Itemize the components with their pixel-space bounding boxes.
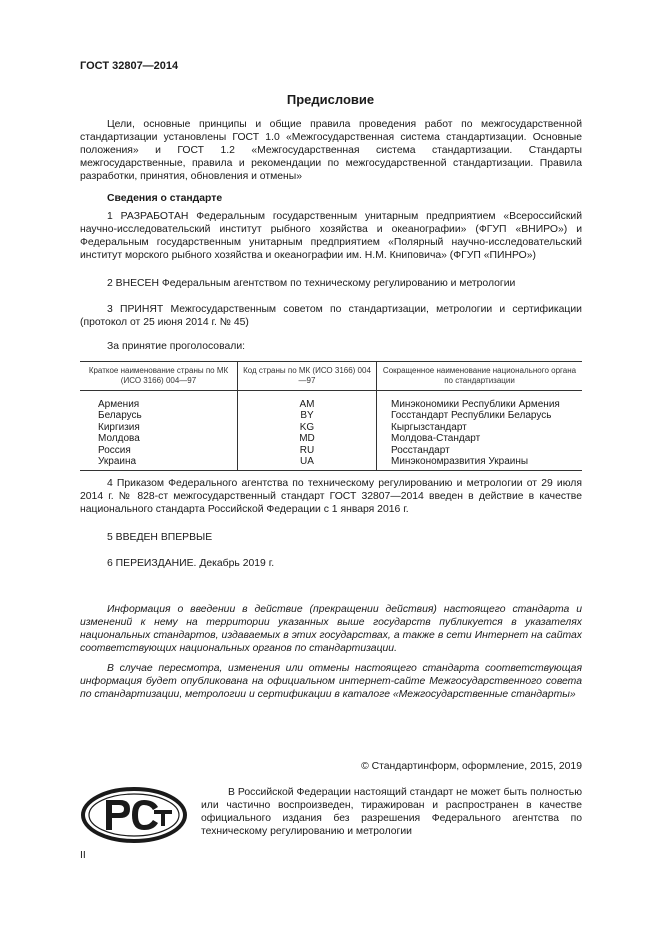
country-name: Киргизия bbox=[98, 421, 140, 433]
country-name: Россия bbox=[98, 444, 131, 456]
country-name: Украина bbox=[80, 456, 238, 471]
table-row bbox=[80, 445, 582, 456]
table-row bbox=[80, 422, 582, 433]
country-code: MD bbox=[238, 433, 377, 444]
country-code: UA bbox=[238, 456, 377, 471]
document-number: ГОСТ 32807—2014 bbox=[80, 60, 179, 72]
info-heading: Сведения о стандарте bbox=[107, 193, 223, 204]
table-header-row bbox=[80, 362, 582, 391]
item-first: 5 ВВЕДЕН ВПЕРВЫЕ bbox=[107, 532, 213, 543]
table-row bbox=[80, 433, 582, 444]
table-row bbox=[80, 456, 582, 471]
page-number: II bbox=[80, 850, 86, 861]
country-code: KG bbox=[238, 422, 377, 433]
table-row bbox=[80, 391, 582, 411]
country-name: Беларусь bbox=[98, 410, 142, 422]
item-voted: За принятие проголосовали: bbox=[107, 341, 246, 352]
page-title: Предисловие bbox=[286, 92, 375, 107]
column-header-code: Код страны по МК (ИСО 3166) 004—97 bbox=[238, 362, 377, 391]
item-reissue: 6 ПЕРЕИЗДАНИЕ. Декабрь 2019 г. bbox=[107, 558, 275, 569]
item-developed: 1 РАЗРАБОТАН Федеральным государственным унитарным предприятием «Всероссийский научно-исследовательский институт рыбного хозяйства и океанографии» (ФГУП «ВНИРО») и Федеральным государственным унитарным предприятием «Полярный научно-исследовательский институт морского рыбного хозяйства и океанографии им. Н.М. Книповича» (ФГУП «ПИНРО») bbox=[80, 211, 582, 261]
notice-paragraph-2: В случае пересмотра, изменения или отмены настоящего стандарта соответствующая информация будет опубликована на официальном интернет-сайте Межгосударственного совета по стандартизации, метрологии и сертификации в каталоге «Межгосударственные стандарты» bbox=[80, 663, 582, 700]
standards-body: Кыргызстандарт bbox=[377, 422, 583, 433]
item-order: 4 Приказом Федерального агентства по техническому регулированию и метрологии от 29 июля 2014 г. № 828-ст межгосударственный стандарт ГОСТ 32807—2014 введен в действие в качестве национального стандарта Российской Федерации с 1 января 2016 г. bbox=[80, 478, 582, 515]
standards-body: Госстандарт Республики Беларусь bbox=[377, 410, 583, 421]
standards-body: Молдова-Стандарт bbox=[377, 433, 583, 444]
column-header-body: Сокращенное наименование национального органа по стандартизации bbox=[377, 362, 583, 391]
standards-body: Росстандарт bbox=[377, 445, 583, 456]
copyright-line: © Стандартинформ, оформление, 2015, 2019 bbox=[361, 761, 582, 772]
country-code: RU bbox=[238, 445, 377, 456]
rst-mark-icon bbox=[80, 786, 188, 849]
country-name: Молдова bbox=[98, 433, 140, 445]
table-row bbox=[80, 410, 582, 421]
notice-paragraph-1: Информация о введении в действие (прекращении действия) настоящего стандарта и изменений к нему на территории указанных выше государств публикуется в указателях национальных стандартов, издаваемых в этих государствах, а также в сети Интернет на сайтах соответствующих национальных органов по стандартизации. bbox=[80, 604, 582, 654]
country-name: Армения bbox=[98, 399, 140, 410]
standards-body: Минэкономики Республики Армения bbox=[377, 391, 583, 411]
rights-notice: В Российской Федерации настоящий стандарт не может быть полностью или частично воспроизведен, тиражирован и распространен в качестве официального издания без разрешения Федерального агентства по техническому регулированию и метрологии bbox=[201, 787, 582, 837]
column-header-country: Краткое наименование страны по МК (ИСО 3166) 004—97 bbox=[80, 362, 238, 391]
intro-paragraph: Цели, основные принципы и общие правила проведения работ по межгосударственной стандартизации установлены ГОСТ 1.0 «Межгосударственная система стандартизации. Основные положения» и ГОСТ 1.2 «Межгосударственная система стандартизации. Стандарты межгосударственные, правила и рекомендации по межгосударственной стандартизации. Правила разработки, принятия, обновления и отмены» bbox=[80, 119, 582, 182]
standards-body: Минэкономразвития Украины bbox=[377, 456, 583, 471]
voting-table bbox=[80, 361, 582, 471]
country-code: AM bbox=[238, 391, 377, 411]
item-adopted: 3 ПРИНЯТ Межгосударственным советом по стандартизации, метрологии и сертификации (протокол от 25 июня 2014 г. № 45) bbox=[80, 304, 582, 328]
country-code: BY bbox=[238, 410, 377, 421]
item-introduced: 2 ВНЕСЕН Федеральным агентством по техническому регулированию и метрологии bbox=[107, 278, 516, 289]
